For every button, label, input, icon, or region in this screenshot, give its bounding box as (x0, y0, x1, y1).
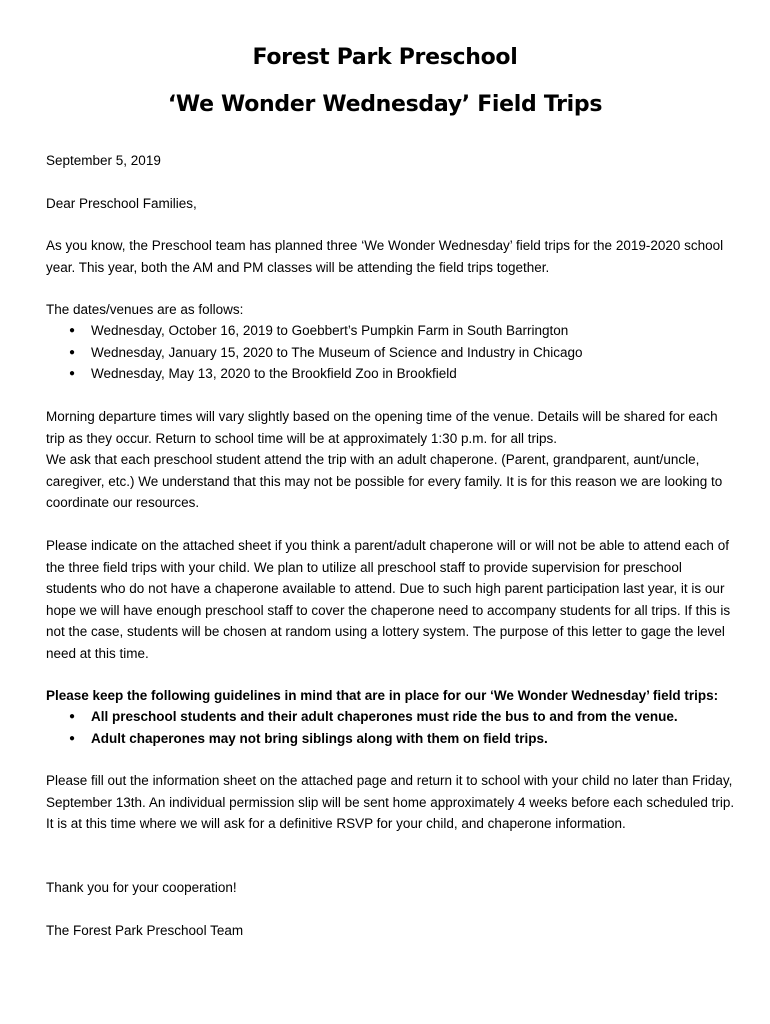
signature-line: The Forest Park Preschool Team (46, 923, 244, 938)
indicate-paragraph: Please indicate on the attached sheet if you think a parent/adult chaperone will or will not be able to attend each of the three field trips with your child. We plan to utilize all preschool staff to provide supervision for preschool students who do not have a chaperone available to attend. Due to such high parent participation last year, it is our hope we will have enough preschool staff to cover the chaperone need to accompany students for all trips. If this is not the case, students will be chosen at random using a lottery system. The purpose of this letter to gage the level need at this time. (46, 538, 731, 661)
school-name-title: Forest Park Preschool (252, 45, 518, 70)
letter-date: September 5, 2019 (46, 153, 161, 168)
guidelines-heading: Please keep the following guidelines in mind that are in place for our ‘We Wonder Wednesday’ field trips: (46, 688, 719, 703)
thanks-line: Thank you for your cooperation! (46, 880, 237, 895)
list-item (46, 728, 736, 750)
list-item (46, 363, 736, 385)
field-trips-subtitle: ‘We Wonder Wednesday’ Field Trips (167, 92, 603, 117)
trip-date-text: Wednesday, October 16, 2019 to Goebbert’s Pumpkin Farm in South Barrington (91, 323, 569, 338)
letter-salutation: Dear Preschool Families, (46, 196, 197, 211)
trip-date-text: Wednesday, May 13, 2020 to the Brookfield Zoo in Brookfield (91, 366, 457, 381)
bullet-icon: ● (69, 346, 76, 358)
list-item (46, 706, 736, 728)
bullet-icon: ● (69, 732, 76, 744)
list-item (46, 342, 736, 364)
bullet-icon: ● (69, 368, 76, 379)
departure-paragraph: Morning departure times will vary slightly based on the opening time of the venue. Details will be shared for each trip as they occur. Return to school time will be at approximately 1:30 p.m. for all trips. (46, 409, 718, 446)
trip-dates-list (46, 320, 736, 385)
intro-paragraph: As you know, the Preschool team has planned three ‘We Wonder Wednesday’ field trips for the 2019-2020 school year. This year, both the AM and PM classes will be attending the field trips together. (46, 238, 724, 275)
bullet-icon: ● (69, 325, 76, 336)
bullet-icon: ● (69, 711, 76, 722)
guideline-text: Adult chaperones may not bring siblings along with them on field trips. (91, 730, 548, 746)
guideline-text: All preschool students and their adult chaperones must ride the bus to and from the venue. (91, 709, 678, 724)
fill-out-paragraph: Please fill out the information sheet on the attached page and return it to school with your child no later than Friday, September 13th. An individual permission slip will be sent home approximately 4 weeks before each scheduled trip. It is at this time where we will ask for a definitive RSVP for your child, and chaperone information. (46, 773, 735, 831)
dates-heading: The dates/venues are as follows: (46, 302, 244, 317)
chaperone-paragraph: We ask that each preschool student attend the trip with an adult chaperone. (Parent, grandparent, aunt/uncle, caregiver, etc.) We understand that this may not be possible for every family. It is for this reason we are looking to coordinate our resources. (46, 452, 723, 510)
list-item (46, 320, 736, 342)
guidelines-list (46, 706, 736, 749)
trip-date-text: Wednesday, January 15, 2020 to The Museum of Science and Industry in Chicago (91, 344, 583, 360)
